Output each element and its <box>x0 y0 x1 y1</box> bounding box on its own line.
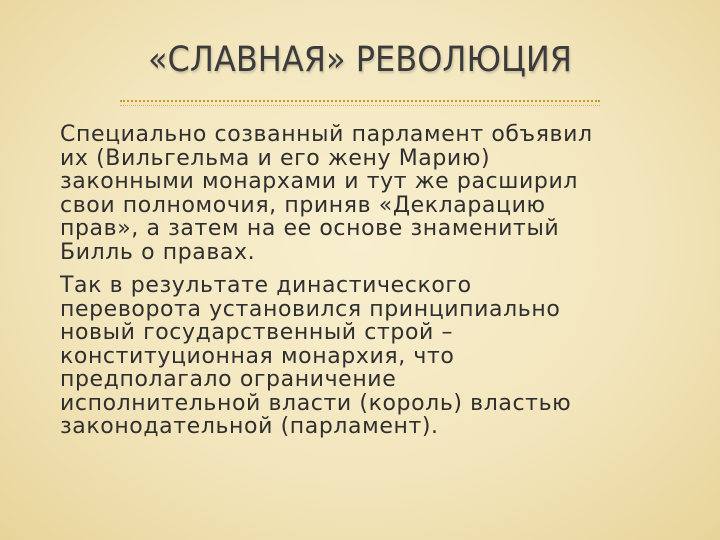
slide-body <box>60 123 700 449</box>
slide-title: «СЛАВНАЯ» РЕВОЛЮЦИЯ <box>147 38 573 80</box>
title-area <box>0 40 720 78</box>
title-divider <box>120 100 600 102</box>
paragraph-1: Специально созванный парламент объявил их (Вильгельма и его жену Марию) законными монархами и тут же расширил свои полномочия, приняв «Декларацию прав», а затем на ее основе знаменитый Билль о правах. <box>60 122 593 265</box>
paragraph-2: Так в результате династического переворота установился принципиально новый государственный строй – конституционная монархия, что предполагало ограничение исполнительной власти (король) властью законодательной (парламент). <box>60 273 572 439</box>
